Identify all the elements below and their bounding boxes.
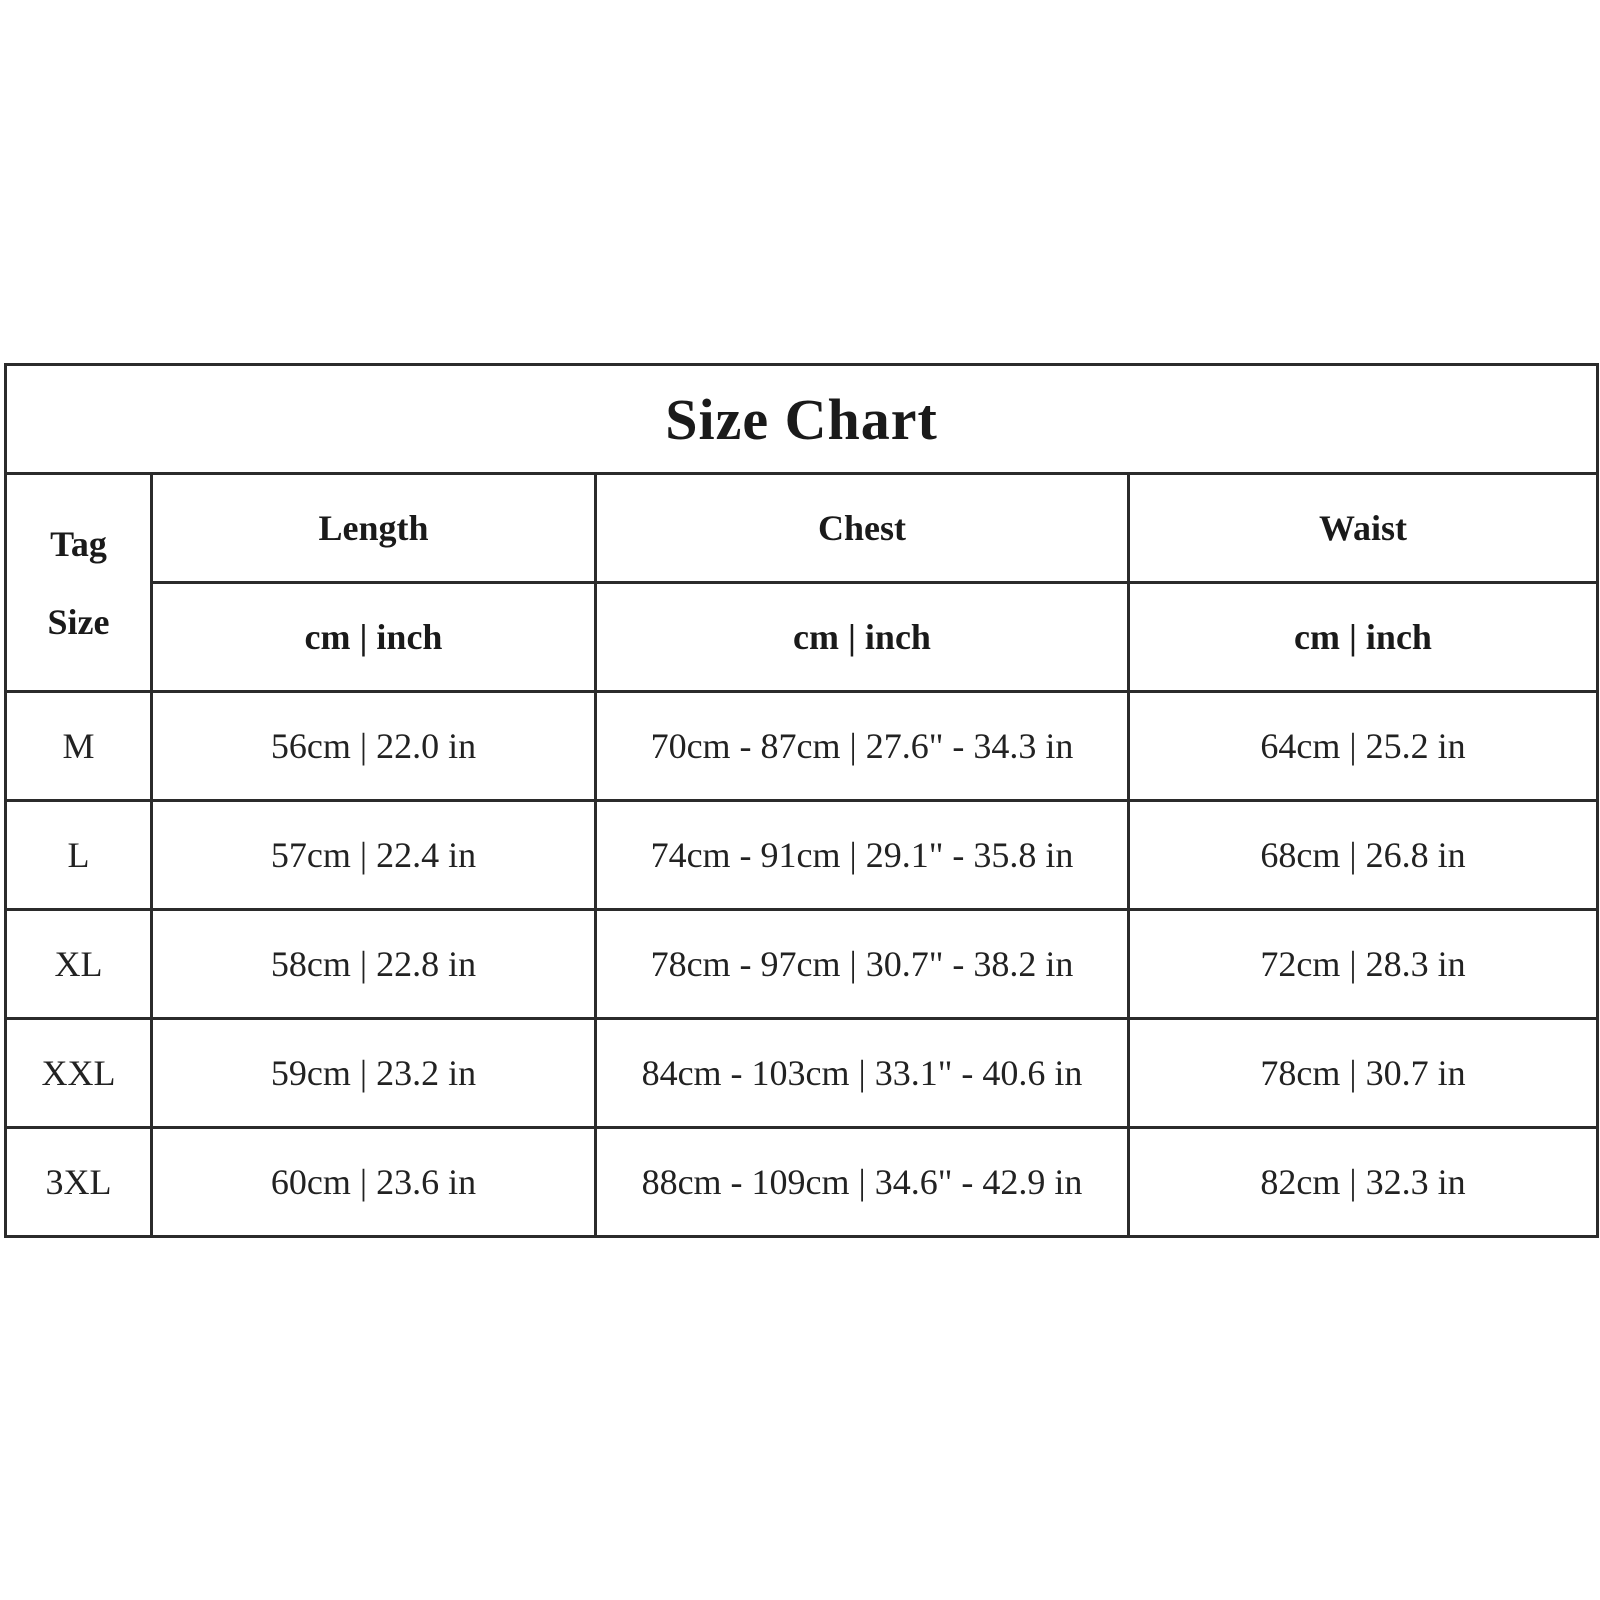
table-row [6, 1019, 1598, 1128]
header-row [6, 474, 1598, 583]
size-cell: M [6, 692, 152, 801]
chest-cell: 88cm - 109cm | 34.6" - 42.9 in [596, 1128, 1129, 1237]
size-cell: 3XL [6, 1128, 152, 1237]
size-chart-table [4, 363, 1599, 1238]
tag-size-header-line2: Size [47, 601, 110, 642]
length-cell: 57cm | 22.4 in [152, 801, 596, 910]
length-unit: cm | inch [152, 583, 596, 692]
size-cell: XL [6, 910, 152, 1019]
tag-size-header-line1: Tag [50, 523, 107, 564]
chest-header: Chest [596, 474, 1129, 583]
size-cell: L [6, 801, 152, 910]
chest-cell: 78cm - 97cm | 30.7" - 38.2 in [596, 910, 1129, 1019]
length-cell: 58cm | 22.8 in [152, 910, 596, 1019]
waist-header: Waist [1129, 474, 1598, 583]
waist-cell: 64cm | 25.2 in [1129, 692, 1598, 801]
size-chart-title: Size Chart [6, 365, 1598, 474]
table-row [6, 1128, 1598, 1237]
waist-cell: 82cm | 32.3 in [1129, 1128, 1598, 1237]
size-cell: XXL [6, 1019, 152, 1128]
waist-cell: 72cm | 28.3 in [1129, 910, 1598, 1019]
table-row [6, 801, 1598, 910]
waist-cell: 78cm | 30.7 in [1129, 1019, 1598, 1128]
waist-unit: cm | inch [1129, 583, 1598, 692]
unit-row [6, 583, 1598, 692]
chest-unit: cm | inch [596, 583, 1129, 692]
waist-cell: 68cm | 26.8 in [1129, 801, 1598, 910]
chest-cell: 84cm - 103cm | 33.1" - 40.6 in [596, 1019, 1129, 1128]
chest-cell: 70cm - 87cm | 27.6" - 34.3 in [596, 692, 1129, 801]
table-row [6, 692, 1598, 801]
length-cell: 60cm | 23.6 in [152, 1128, 596, 1237]
length-cell: 59cm | 23.2 in [152, 1019, 596, 1128]
length-cell: 56cm | 22.0 in [152, 692, 596, 801]
length-header: Length [152, 474, 596, 583]
table-row [6, 910, 1598, 1019]
tag-size-header [6, 474, 152, 692]
chest-cell: 74cm - 91cm | 29.1" - 35.8 in [596, 801, 1129, 910]
